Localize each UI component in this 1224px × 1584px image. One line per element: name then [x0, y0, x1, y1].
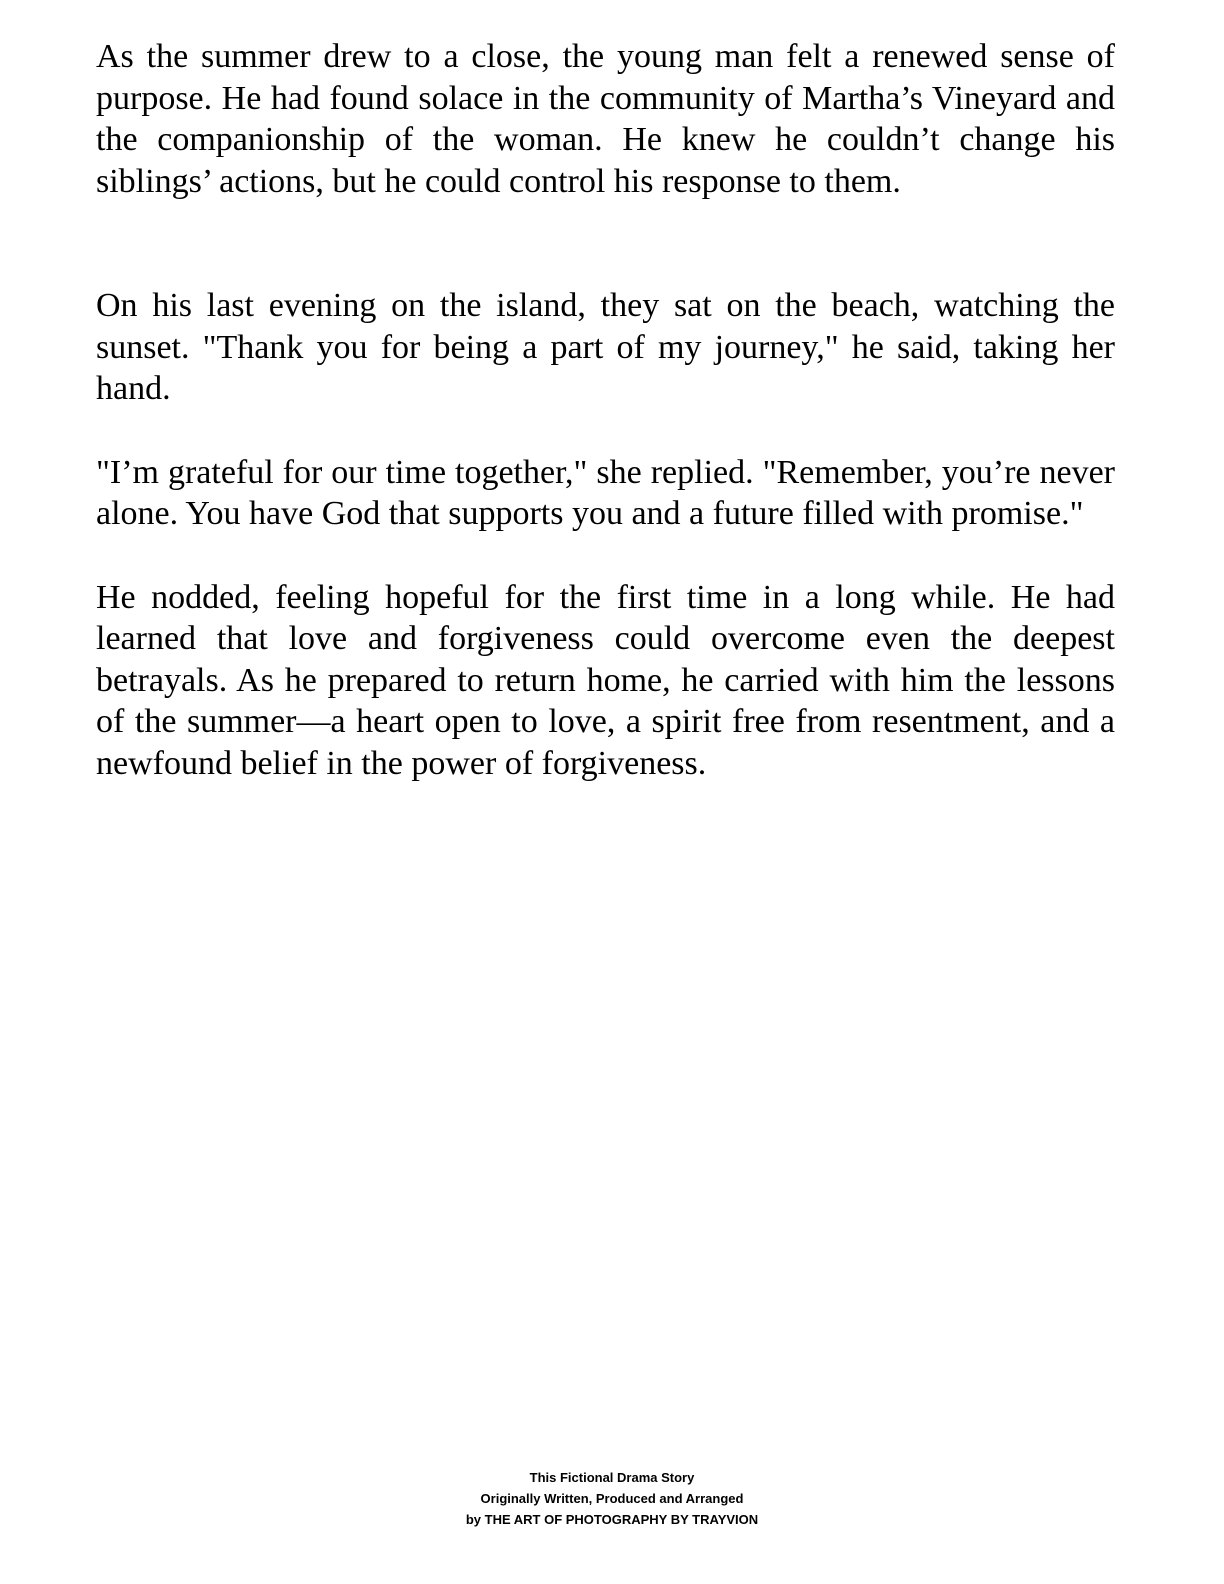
- story-paragraph-2: On his last evening on the island, they sat on the beach, watching the sunset. "Thank you for being a part of my journey," he said, taking her hand.: [96, 287, 1115, 407]
- footer-line-3: by THE ART OF PHOTOGRAPHY BY TRAYVION: [465, 1512, 759, 1527]
- footer-line-2: Originally Written, Produced and Arranged: [480, 1491, 744, 1506]
- story-body: [96, 36, 1115, 784]
- story-paragraph-1: As the summer drew to a close, the young man felt a renewed sense of purpose. He had found solace in the community of Martha’s Vineyard and the companionship of the woman. He knew he couldn’t change his siblings’ actions, but he could control his response to them.: [96, 38, 1115, 200]
- page-footer: [0, 1467, 1224, 1530]
- footer-line-1: This Fictional Drama Story: [529, 1470, 695, 1485]
- story-paragraph-3: "I’m grateful for our time together," she replied. "Remember, you’re never alone. You have God that supports you and a future filled with promise.": [96, 453, 1115, 532]
- story-paragraph-4: He nodded, feeling hopeful for the first time in a long while. He had learned that love and forgiveness could overcome even the deepest betrayals. As he prepared to return home, he carried with him the lessons of the summer—a heart open to love, a spirit free from resentment, and a newfound belief in the power of forgiveness.: [96, 578, 1115, 782]
